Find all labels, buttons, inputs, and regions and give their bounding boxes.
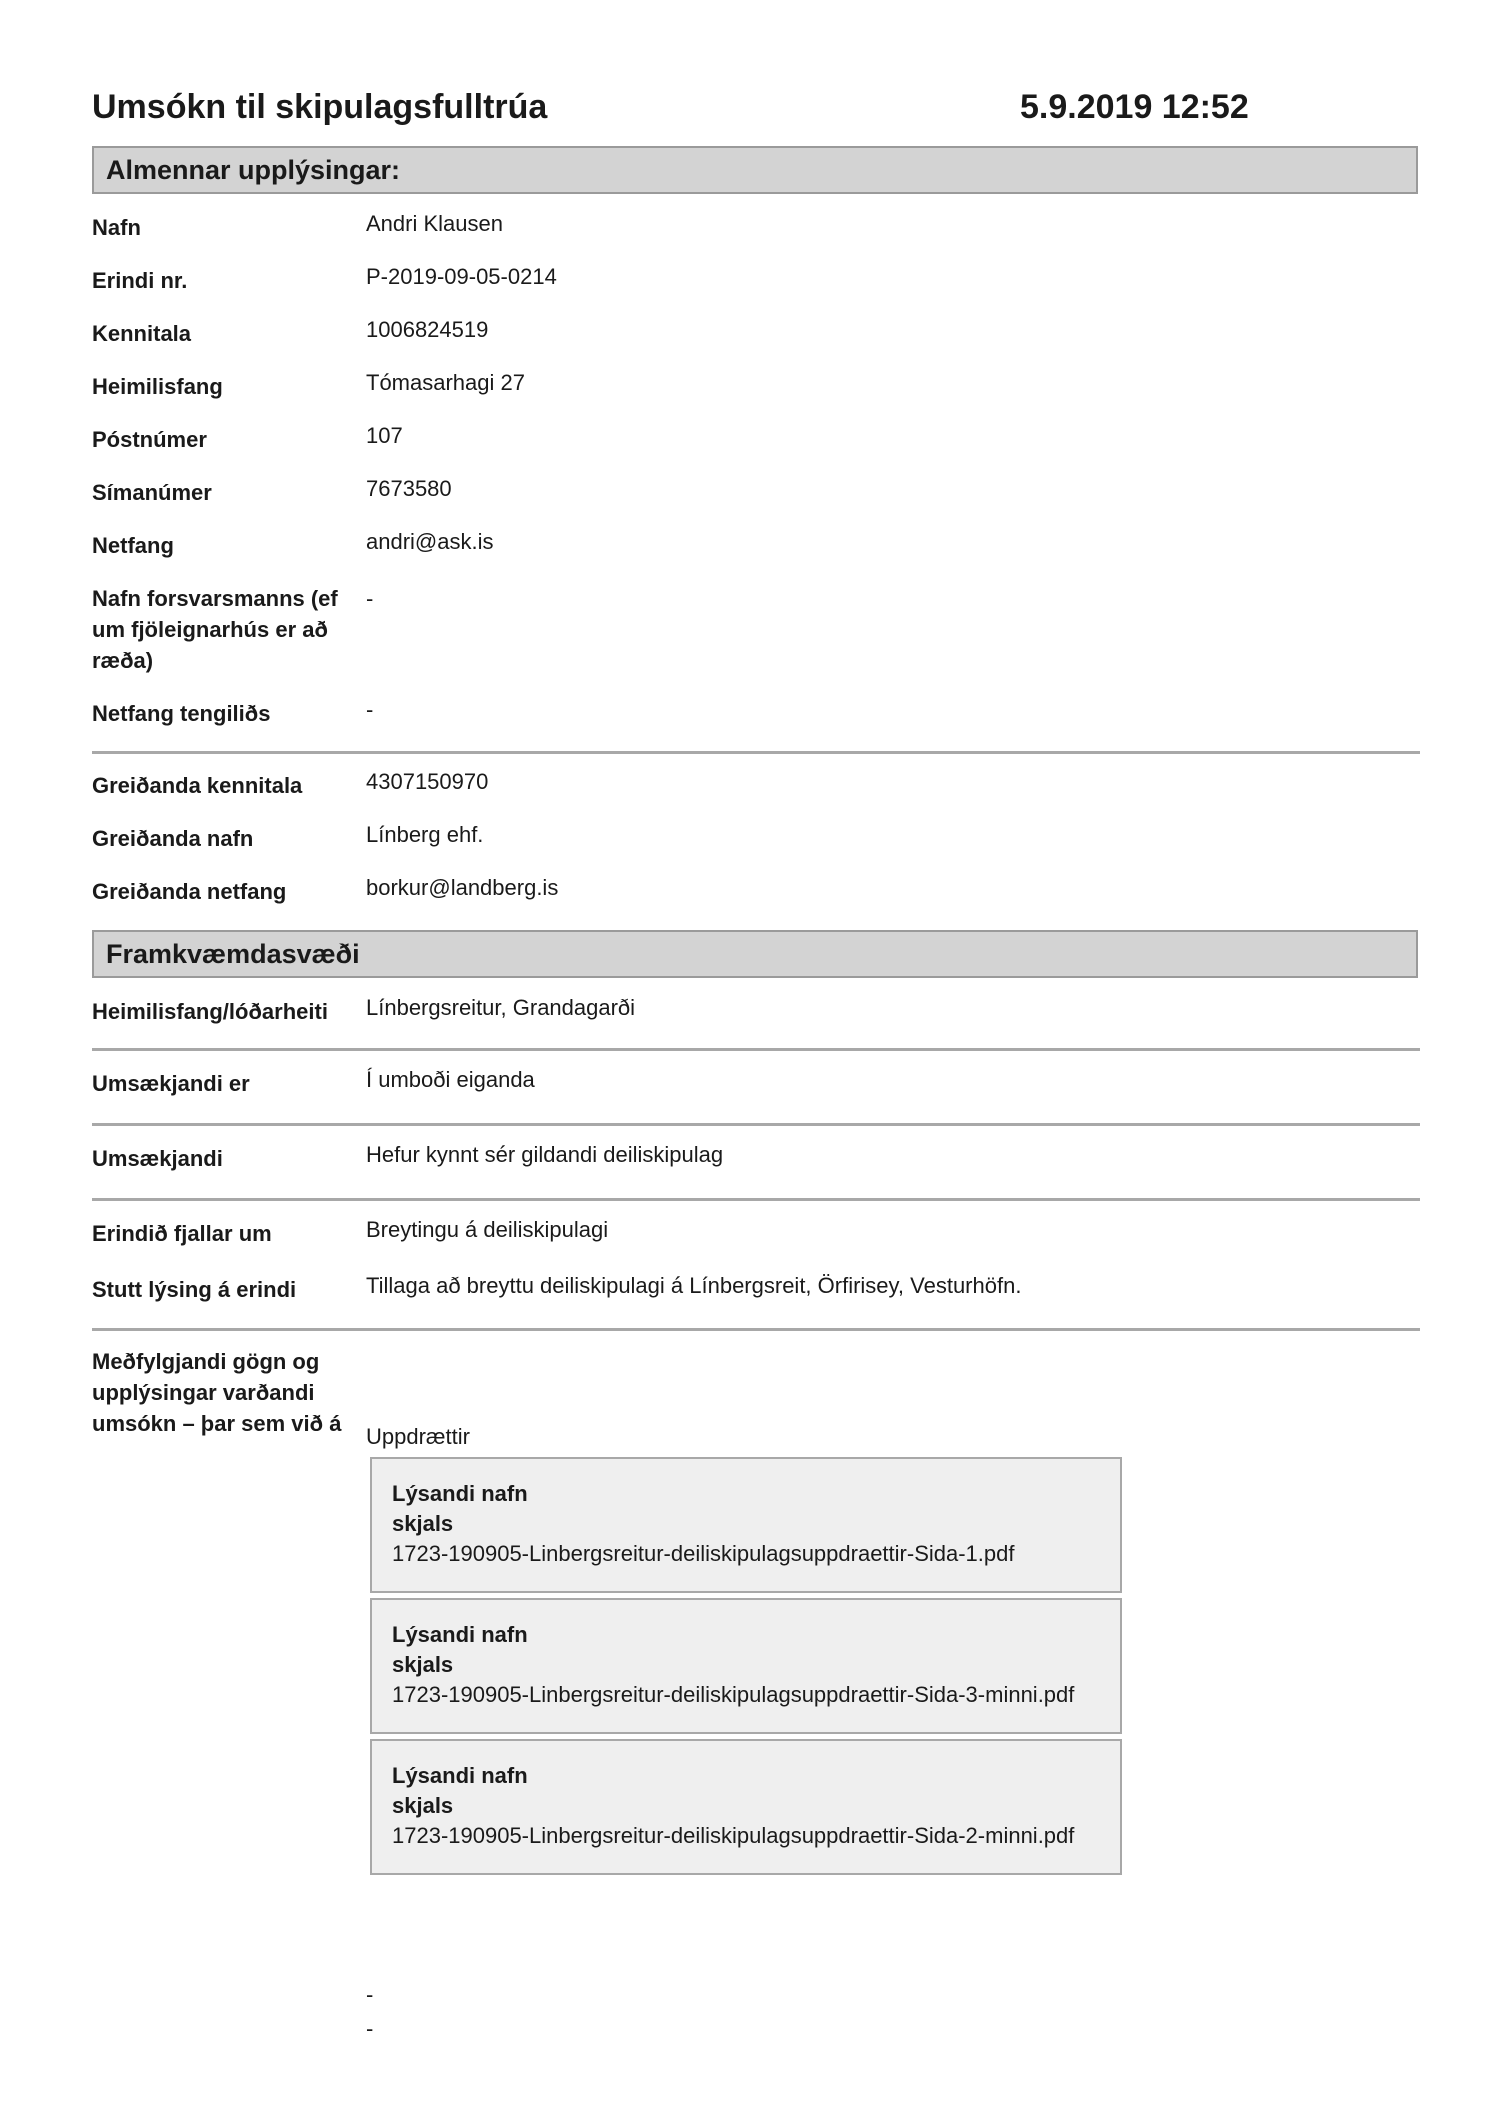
field-label: Umsækjandi er — [92, 1071, 250, 1096]
field-value: P-2019-09-05-0214 — [366, 264, 557, 289]
field-label: Heimilisfang/lóðarheiti — [92, 999, 328, 1024]
field-value: 4307150970 — [366, 769, 489, 794]
field-label: Erindið fjallar um — [92, 1221, 272, 1246]
field-label: Umsækjandi — [92, 1146, 223, 1171]
field-label: Greiðanda nafn — [92, 826, 254, 851]
field-value: 107 — [366, 423, 403, 448]
field-value: Línberg ehf. — [366, 822, 484, 847]
attachment-extra-value: - — [366, 1982, 374, 2007]
attachment-file-label: Lýsandi nafn skjals — [392, 1763, 528, 1818]
section-heading-site: Framkvæmdasvæði — [92, 930, 1418, 978]
field-value: andri@ask.is — [366, 529, 494, 554]
attachment-file-label: Lýsandi nafn skjals — [392, 1481, 528, 1536]
divider — [92, 1123, 1420, 1126]
field-label: Netfang — [92, 533, 174, 558]
field-label: Greiðanda netfang — [92, 879, 287, 904]
attachment-file-name[interactable]: 1723-190905-Linbergsreitur-deiliskipulagsuppdraettir-Sida-1.pdf — [392, 1541, 1015, 1566]
field-value: Andri Klausen — [366, 211, 503, 236]
field-value: - — [366, 697, 374, 722]
field-label: Greiðanda kennitala — [92, 773, 303, 798]
field-label: Erindi nr. — [92, 268, 188, 293]
attachment-file-name[interactable]: 1723-190905-Linbergsreitur-deiliskipulagsuppdraettir-Sida-3-minni.pdf — [392, 1682, 1075, 1707]
document-title: Umsókn til skipulagsfulltrúa — [92, 88, 548, 126]
field-label: Nafn forsvarsmanns (ef um fjöleignarhús er að ræða) — [92, 586, 338, 673]
divider — [92, 1048, 1420, 1051]
attachment-file[interactable] — [370, 1457, 1122, 1593]
field-value: Í umboði eiganda — [366, 1067, 535, 1092]
field-label: Póstnúmer — [92, 427, 207, 452]
field-label: Netfang tengiliðs — [92, 701, 271, 726]
divider — [92, 1328, 1420, 1331]
divider — [92, 1198, 1420, 1201]
field-label: Stutt lýsing á erindi — [92, 1277, 297, 1302]
field-label: Heimilisfang — [92, 374, 223, 399]
field-value: Hefur kynnt sér gildandi deiliskipulag — [366, 1142, 724, 1167]
field-value: Tillaga að breyttu deiliskipulagi á Línbergsreit, Örfirisey, Vesturhöfn. — [366, 1273, 1022, 1298]
attachment-file[interactable] — [370, 1739, 1122, 1875]
field-label: Nafn — [92, 215, 141, 240]
field-value: Breytingu á deiliskipulagi — [366, 1217, 609, 1242]
field-label: Kennitala — [92, 321, 192, 346]
attachments-group-title: Uppdrættir — [366, 1424, 470, 1449]
field-value: 1006824519 — [366, 317, 489, 342]
field-value: - — [366, 586, 374, 611]
attachment-extra-value: - — [366, 2016, 374, 2041]
field-value: borkur@landberg.is — [366, 875, 559, 900]
attachment-file[interactable] — [370, 1598, 1122, 1734]
field-value: 7673580 — [366, 476, 452, 501]
field-value: Línbergsreitur, Grandagarði — [366, 995, 636, 1020]
document-header — [92, 88, 1420, 138]
field-label: Símanúmer — [92, 480, 212, 505]
section-heading-general: Almennar upplýsingar: — [92, 146, 1418, 194]
attachment-file-label: Lýsandi nafn skjals — [392, 1622, 528, 1677]
field-value: Tómasarhagi 27 — [366, 370, 525, 395]
attachments-label: Meðfylgjandi gögn og upplýsingar varðandi umsókn – þar sem við á — [92, 1349, 342, 1436]
divider — [92, 751, 1420, 754]
document-datetime: 5.9.2019 12:52 — [1020, 88, 1249, 126]
attachment-file-name[interactable]: 1723-190905-Linbergsreitur-deiliskipulagsuppdraettir-Sida-2-minni.pdf — [392, 1823, 1075, 1848]
